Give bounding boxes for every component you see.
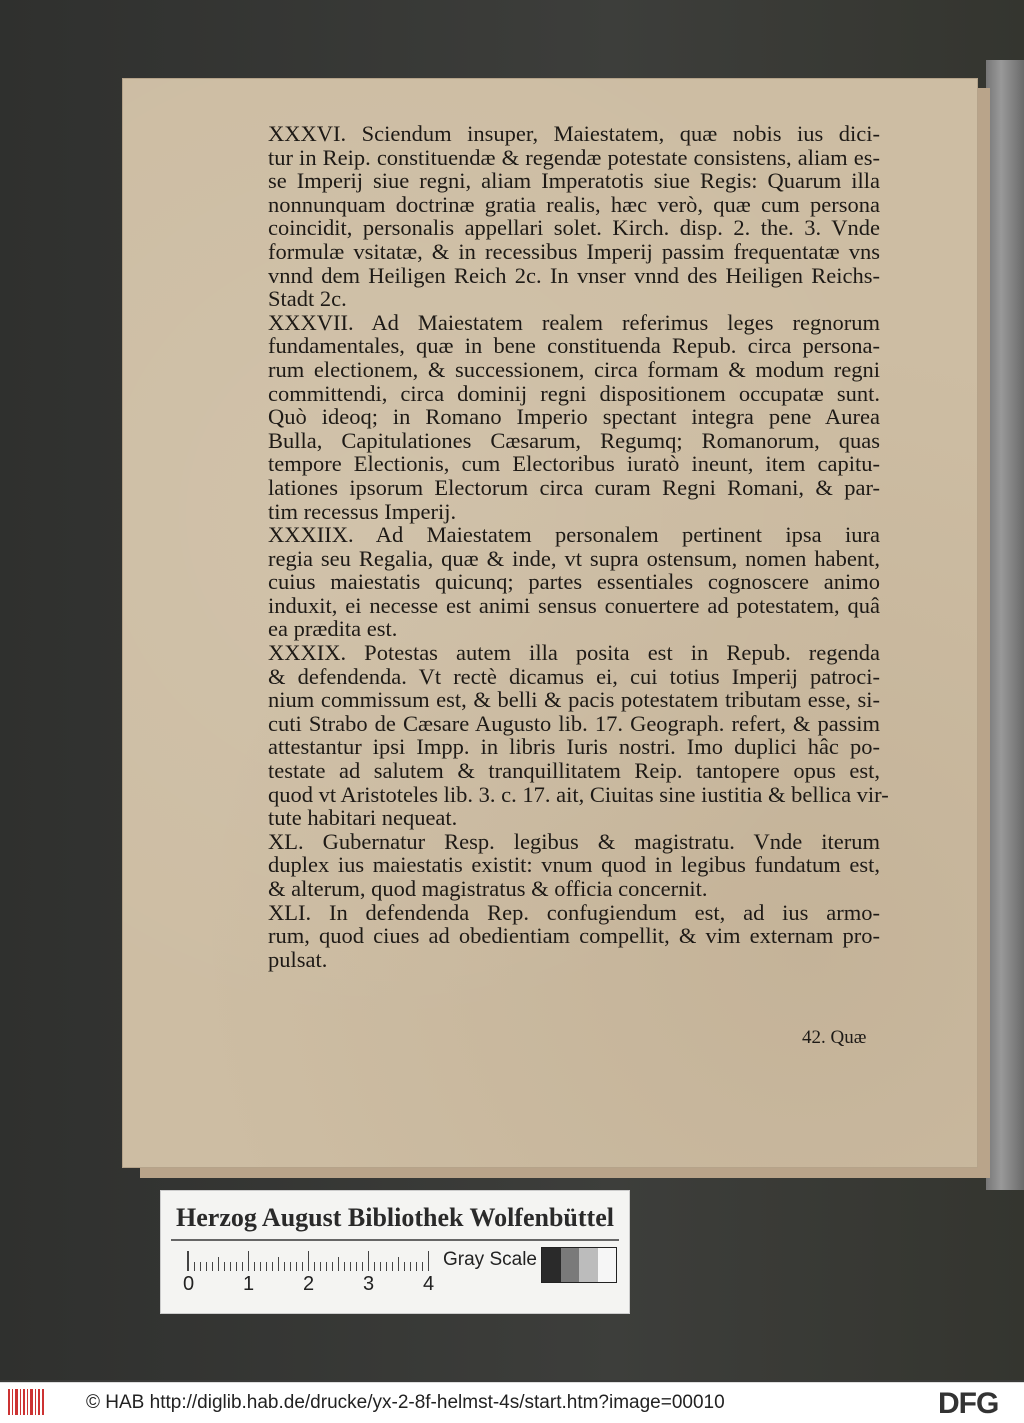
- text-line: testate ad salutem & tranquillitatem Reip. tantopere opus est,: [268, 758, 880, 784]
- text-line: ea prædita est.: [268, 616, 398, 642]
- ruler-tick: [410, 1262, 411, 1271]
- ruler-number: 4: [423, 1273, 435, 1295]
- text-line: lationes ipsorum Electorum circa curam Regni Romani, & par-: [268, 474, 880, 500]
- ruler-tick: [422, 1262, 423, 1271]
- ruler-tick: [212, 1262, 213, 1271]
- ruler-tick: [278, 1257, 279, 1271]
- ruler-tick: [260, 1262, 261, 1271]
- ruler-tick: [320, 1262, 321, 1271]
- text-line: tur in Reip. constituendæ & regendæ potestate consistens, aliam es-: [268, 144, 880, 170]
- text-line: nium commissum est, & belli & pacis potestatem tributam esse, si-: [268, 687, 880, 713]
- ruler-tick: [200, 1262, 201, 1271]
- ruler-number: 1: [243, 1273, 255, 1295]
- ruler-tick: [218, 1257, 219, 1271]
- text-line: fundamentales, quæ in bene constituenda Repub. circa persona-: [268, 333, 880, 359]
- text-line: cuti Strabo de Cæsare Augusto lib. 17. Geograph. refert, & passim: [268, 710, 880, 736]
- ruler-tick: [386, 1262, 387, 1271]
- text-line: rum electionem, & successionem, circa formam & modum regni: [268, 356, 880, 382]
- ruler-tick: [362, 1262, 363, 1271]
- ruler-tick: [188, 1251, 189, 1271]
- text-line: XL. Gubernatur Resp. legibus & magistratu. Vnde iterum: [268, 828, 880, 854]
- text-line: Bulla, Capitulationes Cæsarum, Regumq; Romanorum, quas: [268, 427, 880, 453]
- text-line: rum, quod ciues ad obedientiam compellit, & vim externam pro-: [268, 923, 880, 949]
- gray-swatch: [542, 1248, 561, 1282]
- text-line: induxit, ei necesse est animi sensus conuertere ad potestatem, quâ: [268, 592, 880, 618]
- text-line: nonnunquam doctrinæ gratia realis, hæc verò, quæ cum persona: [268, 191, 880, 217]
- text-line: cuius maiestatis quicunq; partes essentiales cognoscere animo: [268, 569, 880, 595]
- gray-scale-label: Gray Scale: [443, 1249, 537, 1270]
- ruler-number: 2: [303, 1273, 315, 1295]
- ruler-tick: [194, 1262, 195, 1271]
- gray-swatch: [598, 1248, 617, 1282]
- dfg-logo: DFG: [938, 1387, 999, 1420]
- gray-swatch: [579, 1248, 598, 1282]
- ruler-number: 0: [183, 1273, 195, 1295]
- text-line: & alterum, quod magistratus & officia concernit.: [268, 876, 708, 901]
- ruler-tick: [302, 1262, 303, 1271]
- copyright-link[interactable]: © HAB http://diglib.hab.de/drucke/yx-2-8f-helmst-4s/start.htm?image=00010: [86, 1392, 725, 1413]
- ruler-tick: [356, 1262, 357, 1271]
- ruler-tick: [332, 1262, 333, 1271]
- library-label-card: [160, 1190, 630, 1314]
- text-line: duplex ius maiestatis existit: vnum quod in legibus fundatum est,: [268, 852, 880, 878]
- ruler-tick: [206, 1262, 207, 1271]
- library-name: Herzog August Bibliothek Wolfenbüttel: [176, 1203, 614, 1232]
- ruler-tick: [254, 1262, 255, 1271]
- text-line: se Imperij siue regni, aliam Imperatotis siue Regis: Quarum illa: [268, 168, 880, 194]
- ruler-tick: [374, 1262, 375, 1271]
- ruler-tick: [314, 1262, 315, 1271]
- text-line: XXXVI. Sciendum insuper, Maiestatem, quæ nobis ius dici-: [268, 121, 880, 146]
- gray-swatch: [561, 1248, 580, 1282]
- ruler-tick: [284, 1262, 285, 1271]
- ruler-tick: [236, 1262, 237, 1271]
- ruler-tick: [404, 1262, 405, 1271]
- ruler-tick: [338, 1257, 339, 1271]
- text-line: coincidit, personalis appellari solet. Kirch. disp. 2. the. 3. Vnde: [268, 215, 880, 241]
- text-line: XXXIX. Potestas autem illa posita est in Repub. regenda: [268, 640, 880, 666]
- ruler-tick: [266, 1262, 267, 1271]
- gray-scale-chart: [541, 1247, 617, 1283]
- text-line: quod vt Aristoteles lib. 3. c. 17. ait, Ciuitas sine iustitia & bellica vir-: [268, 781, 889, 807]
- text-line: tempore Electionis, cum Electoribus iuratò ineunt, item capitu-: [268, 451, 880, 477]
- ruler-tick: [224, 1262, 225, 1271]
- ruler-number: 3: [363, 1273, 375, 1295]
- text-line: tute habitari nequeat.: [268, 805, 458, 831]
- text-line: regia seu Regalia, quæ & inde, vt supra ostensum, nomen habent,: [268, 545, 880, 571]
- ruler-tick: [296, 1262, 297, 1271]
- text-line: tim recessus Imperij.: [268, 498, 457, 524]
- text-line: Quò ideoq; in Romano Imperio spectant integra pene Aurea: [268, 404, 880, 430]
- ruler-tick: [350, 1262, 351, 1271]
- text-line: committendi, circa dominij regni dispositionem occupatæ sunt.: [268, 380, 880, 406]
- text-line: Stadt 2c.: [268, 286, 347, 312]
- measurement-ruler: [187, 1251, 436, 1271]
- page-text: [268, 121, 889, 972]
- ruler-tick: [428, 1251, 429, 1271]
- ruler-tick: [290, 1262, 291, 1271]
- book-edge: [986, 60, 1024, 1190]
- ruler-tick: [272, 1262, 273, 1271]
- text-line: XXXVII. Ad Maiestatem realem referimus leges regnorum: [268, 309, 880, 335]
- ruler-tick: [392, 1262, 393, 1271]
- ruler-tick: [368, 1251, 369, 1271]
- ruler-tick: [242, 1262, 243, 1271]
- text-line: XLI. In defendenda Rep. confugiendum est, ad ius armo-: [268, 899, 880, 925]
- ruler-tick: [326, 1262, 327, 1271]
- ruler-tick: [230, 1262, 231, 1271]
- ruler-tick: [416, 1262, 417, 1271]
- label-divider: [171, 1239, 619, 1241]
- barcode-icon: [8, 1389, 44, 1415]
- ruler-tick: [248, 1251, 249, 1271]
- ruler-tick: [308, 1251, 309, 1271]
- text-line: & defendenda. Vt rectè dicamus ei, cui totius Imperij patroci-: [268, 663, 880, 689]
- text-line: formulæ vsitatæ, & in recessibus Imperij passim frequentatæ vns: [268, 238, 880, 264]
- ruler-tick: [380, 1262, 381, 1271]
- document-page: [122, 78, 978, 1168]
- catchword: 42. Quæ: [802, 1027, 867, 1048]
- text-line: attestantur ipsi Impp. in libris Iuris nostri. Imo duplici hâc po-: [268, 734, 880, 760]
- viewer-footer: [0, 1382, 1024, 1423]
- ruler-tick: [398, 1257, 399, 1271]
- text-line: pulsat.: [268, 946, 328, 972]
- text-line: vnnd dem Heiligen Reich 2c. In vnser vnnd des Heiligen Reichs-: [268, 262, 880, 288]
- ruler-tick: [344, 1262, 345, 1271]
- text-line: XXXIIX. Ad Maiestatem personalem pertinent ipsa iura: [268, 522, 880, 548]
